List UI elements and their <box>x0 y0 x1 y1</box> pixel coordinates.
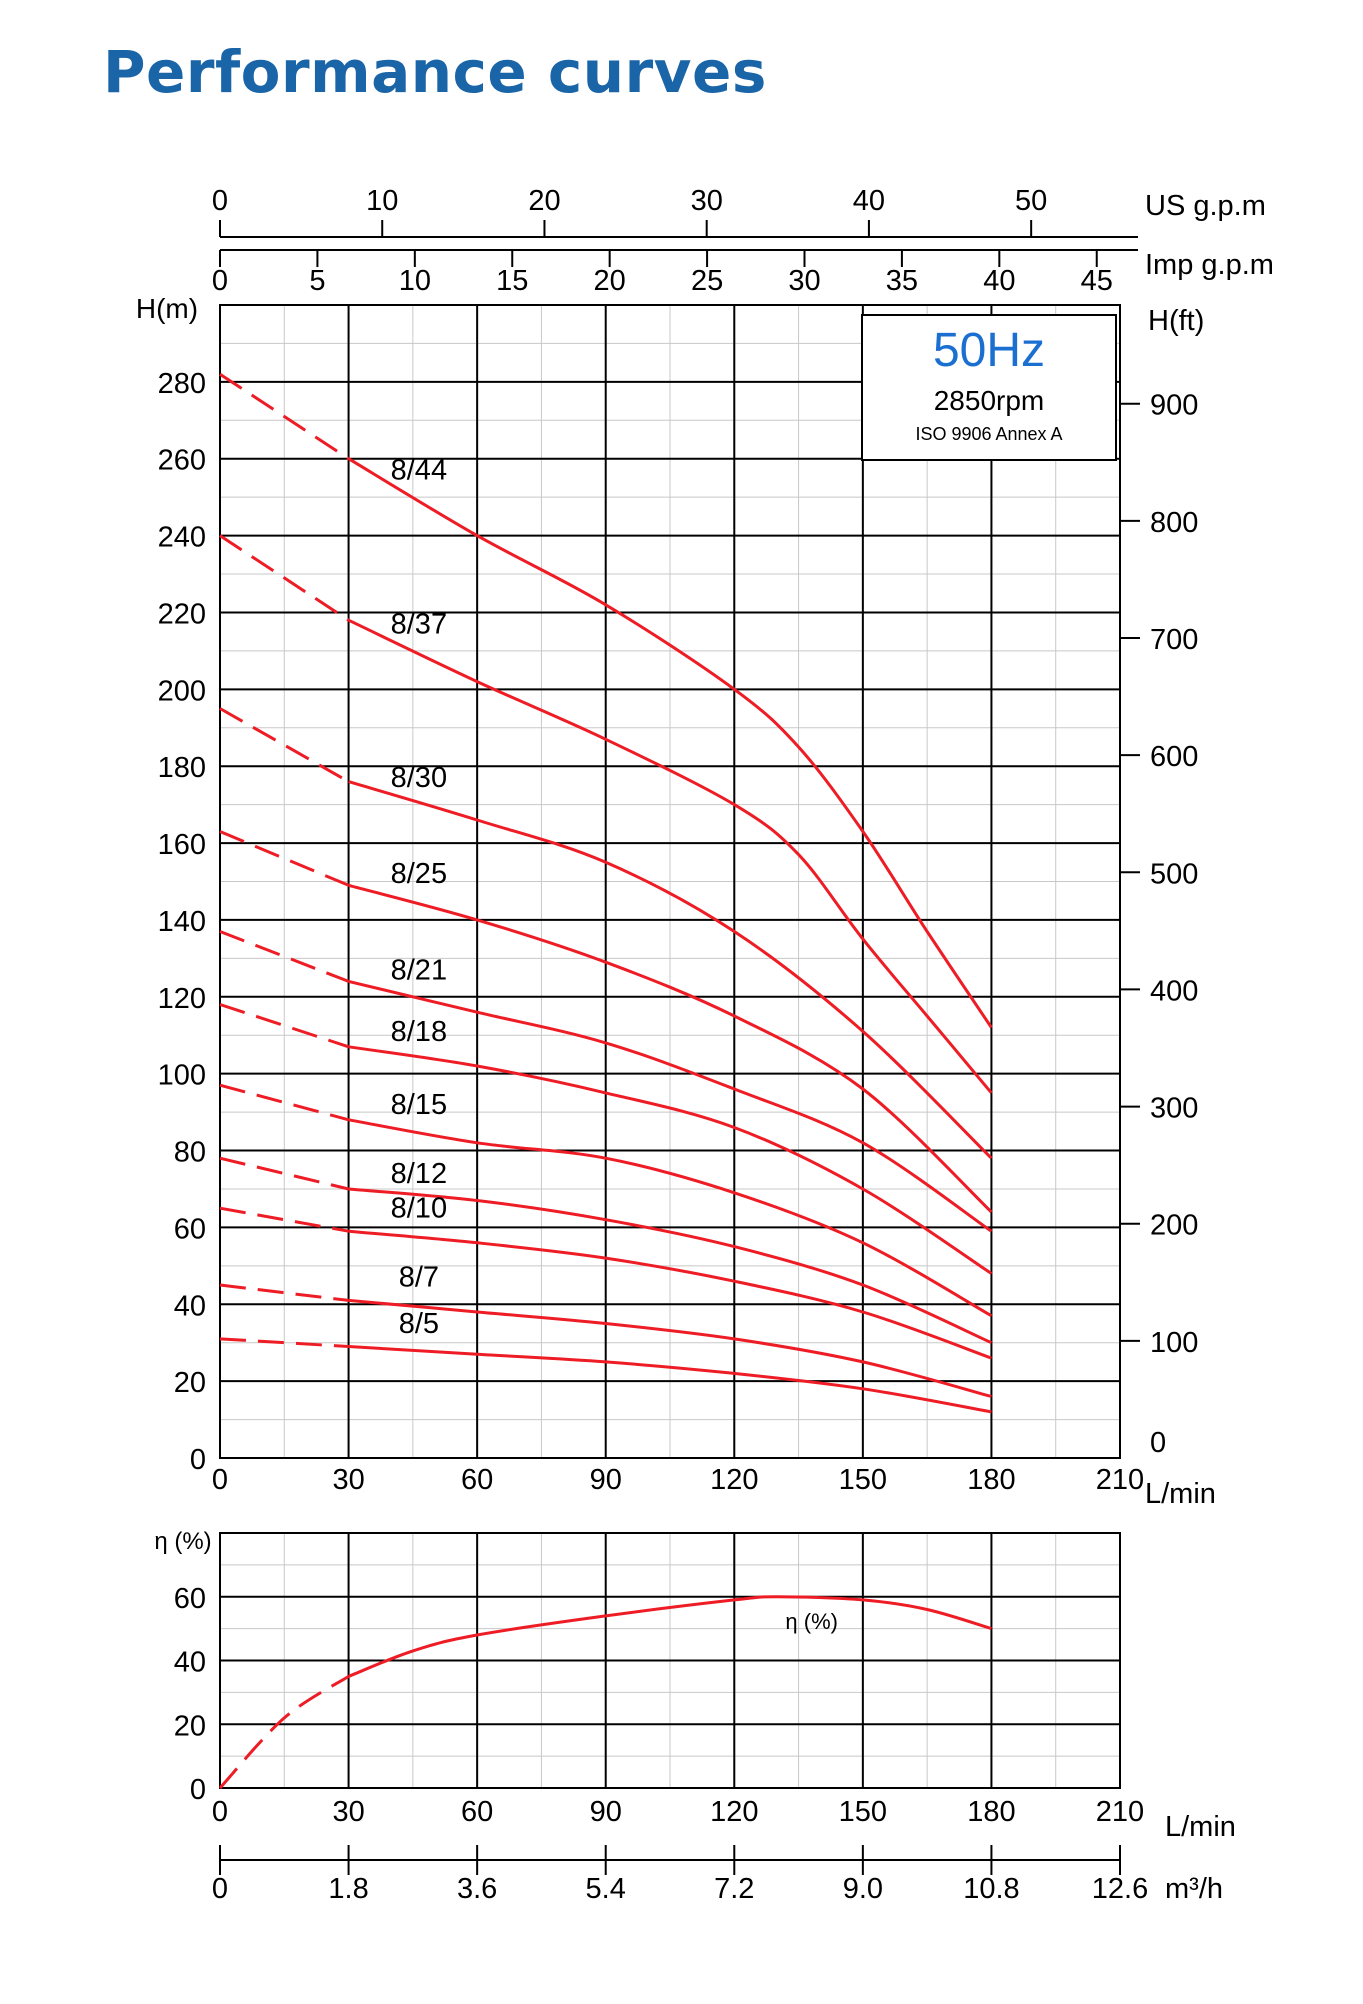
us-gpm-tick-label: 0 <box>211 185 229 217</box>
us-gpm-tick-label: 10 <box>366 185 399 217</box>
eff-x-tick-label: 60 <box>461 1796 494 1828</box>
efficiency-curve-label: η (%) <box>785 1609 838 1635</box>
x-tick-label-lmin: 60 <box>461 1464 494 1496</box>
eff-x-tick-label: 180 <box>967 1796 1016 1828</box>
curve-label: 8/37 <box>390 608 448 641</box>
y-tick-label-ft: 800 <box>1150 506 1199 539</box>
m3h-tick-label: 1.8 <box>328 1873 369 1905</box>
y-tick-label-m: 60 <box>173 1213 206 1246</box>
m3h-tick-label: 7.2 <box>714 1873 755 1905</box>
m3h-axis-label: m³/h <box>1165 1873 1223 1905</box>
y-tick-label-m: 120 <box>157 982 206 1015</box>
y-tick-label-m: 40 <box>173 1290 206 1323</box>
imp-gpm-axis-label: Imp g.p.m <box>1145 249 1274 281</box>
eff-x-tick-label: 120 <box>710 1796 759 1828</box>
x-axis-label-lmin: L/min <box>1145 1478 1216 1510</box>
y-tick-label-ft: 200 <box>1150 1209 1199 1242</box>
m3h-tick-label: 0 <box>211 1873 229 1905</box>
eff-x-tick-label: 210 <box>1095 1796 1145 1828</box>
eff-tick-label: 40 <box>173 1646 206 1679</box>
imp-gpm-tick-label: 45 <box>1080 265 1113 297</box>
curve-label: 8/15 <box>390 1088 448 1121</box>
y-tick-label-m: 220 <box>157 598 206 631</box>
imp-gpm-tick-label: 30 <box>788 265 821 297</box>
curve-label: 8/7 <box>398 1261 440 1294</box>
us-gpm-tick-label: 20 <box>528 185 561 217</box>
curve-label: 8/21 <box>390 954 448 987</box>
x-tick-label-lmin: 30 <box>332 1464 365 1496</box>
x-tick-label-lmin: 0 <box>211 1464 229 1496</box>
y-tick-label-ft: 300 <box>1150 1092 1199 1125</box>
y-tick-label-ft: 700 <box>1150 623 1199 656</box>
m3h-tick-label: 9.0 <box>842 1873 884 1905</box>
imp-gpm-tick-label: 15 <box>496 265 529 297</box>
standard-label: ISO 9906 Annex A <box>915 424 1063 444</box>
x-tick-label-lmin: 150 <box>838 1464 888 1496</box>
eff-x-axis-label: L/min <box>1165 1811 1236 1843</box>
y-tick-label-m: 140 <box>157 905 206 938</box>
y-tick-label-m: 200 <box>157 675 206 708</box>
y-tick-label-m: 260 <box>157 444 206 477</box>
imp-gpm-tick-label: 5 <box>309 265 326 297</box>
eff-axis-label: η (%) <box>154 1528 212 1555</box>
y-tick-label-ft: 400 <box>1150 975 1199 1008</box>
y-tick-label-ft: 0 <box>1150 1427 1167 1459</box>
page-title: Performance curves <box>103 38 767 106</box>
y-tick-label-ft: 500 <box>1150 858 1199 891</box>
imp-gpm-tick-label: 20 <box>593 265 626 297</box>
m3h-tick-label: 5.4 <box>585 1873 626 1905</box>
eff-x-tick-label: 150 <box>838 1796 888 1828</box>
imp-gpm-tick-label: 10 <box>398 265 431 297</box>
x-tick-label-lmin: 210 <box>1095 1464 1145 1496</box>
m3h-tick-label: 10.8 <box>963 1873 1020 1905</box>
us-gpm-tick-label: 40 <box>852 185 886 217</box>
m3h-tick-label: 12.6 <box>1091 1873 1149 1905</box>
speed-label: 2850rpm <box>933 385 1045 416</box>
eff-x-tick-label: 90 <box>589 1796 622 1828</box>
curve-label: 8/5 <box>398 1307 440 1340</box>
y-tick-label-ft: 900 <box>1150 389 1199 422</box>
y-tick-label-m: 180 <box>157 752 206 785</box>
imp-gpm-tick-label: 40 <box>983 265 1016 297</box>
curve-label: 8/44 <box>390 454 448 487</box>
y-tick-label-ft: 100 <box>1150 1326 1199 1359</box>
imp-gpm-tick-label: 35 <box>885 265 919 297</box>
y-tick-label-m: 100 <box>157 1059 206 1092</box>
eff-tick-label: 60 <box>173 1582 206 1615</box>
y-tick-label-m: 160 <box>157 829 206 862</box>
x-tick-label-lmin: 180 <box>967 1464 1016 1496</box>
y-tick-label-m: 80 <box>173 1136 206 1169</box>
curve-label: 8/30 <box>390 762 448 795</box>
y-tick-label-m: 280 <box>157 367 206 400</box>
curve-label: 8/12 <box>390 1157 448 1190</box>
eff-x-tick-label: 0 <box>211 1796 229 1828</box>
curve-label: 8/25 <box>390 858 448 891</box>
m3h-tick-label: 3.6 <box>456 1873 498 1905</box>
imp-gpm-tick-label: 0 <box>211 265 229 297</box>
us-gpm-tick-label: 50 <box>1015 185 1048 217</box>
curve-label: 8/10 <box>390 1192 448 1225</box>
us-gpm-tick-label: 30 <box>690 185 723 217</box>
us-gpm-axis-label: US g.p.m <box>1145 190 1266 222</box>
y-axis-label-m: H(m) <box>135 293 199 324</box>
frequency-label: 50Hz <box>932 324 1046 377</box>
y-axis-label-ft: H(ft) <box>1148 305 1205 337</box>
eff-x-tick-label: 30 <box>332 1796 365 1828</box>
x-tick-label-lmin: 90 <box>589 1464 622 1496</box>
y-tick-label-m: 0 <box>189 1444 206 1476</box>
y-tick-label-ft: 600 <box>1150 741 1199 774</box>
y-tick-label-m: 20 <box>173 1367 206 1400</box>
curve-label: 8/18 <box>390 1015 448 1048</box>
eff-tick-label: 20 <box>173 1710 206 1743</box>
y-tick-label-m: 240 <box>157 521 206 554</box>
eff-tick-label: 0 <box>189 1774 206 1806</box>
x-tick-label-lmin: 120 <box>710 1464 759 1496</box>
imp-gpm-tick-label: 25 <box>690 265 724 297</box>
